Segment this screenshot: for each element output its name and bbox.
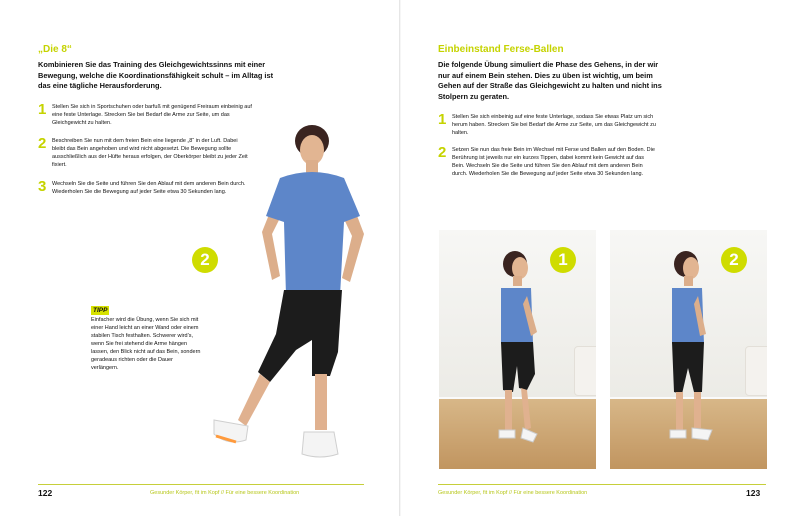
woman-side-view (487, 244, 557, 450)
chair (574, 346, 596, 396)
exercise-photo-1 (439, 230, 596, 469)
step-text: Wechseln Sie die Seite und führen Sie den Ablauf mit dem anderen Bein durch. Wiederholen Sie die Bewegung auf jeder Seite etwa 30 Sekunden lang. (52, 181, 246, 195)
step-2-badge: 2 (721, 247, 747, 273)
step-number: 2 (438, 144, 447, 161)
footer-rule (438, 484, 766, 485)
footer-rule (38, 484, 364, 485)
step-number: 3 (38, 178, 47, 195)
step-text: Beschreiben Sie nun mit dem freien Bein eine liegende „8“ in der Luft. Dabei bleibt das Bein angehoben und wird nicht abgesetzt. Die Bewegung sollte ausschließlich aus der Hüfte heraus erfolgen, der Oberkörper bleibt zu jeder Zeit fixiert. (52, 138, 248, 168)
step-text: Stellen Sie sich einbeinig auf eine feste Unterlage, sodass Sie etwas Platz um sich herum haben. Strecken Sie bei Bedarf die Arme zur Seite, um das Gleichgewicht zu halten. (452, 114, 656, 136)
tip-label: TIPP (93, 307, 108, 314)
woman-side-view (658, 244, 728, 450)
tip-text: Einfacher wird die Übung, wenn Sie sich mit einer Hand leicht an einer Wand oder einem stabilen Tisch festhalten. Schwerer wird’s, wenn Sie frei stehend die Arme hängen lassen, den Blick nicht auf das Bein, sondern geradeaus richten oder die Dauer verlängern. (91, 317, 201, 371)
step-number: 1 (438, 111, 447, 128)
intro-text: Kombinieren Sie das Training des Gleichgewichtssinns mit einer Bewegung, welche die Koordinationsfähigkeit schult – im Alltag ist das eine tägliche Herausforderung. (38, 60, 274, 90)
page-number: 122 (38, 488, 53, 498)
exercise-heading: „Die 8“ (38, 44, 72, 55)
chair (745, 346, 767, 396)
running-footer: Gesunder Körper, fit im Kopf // Für eine bessere Koordination (150, 490, 300, 496)
woman-one-leg-photo (200, 120, 390, 475)
step-number: 1 (38, 101, 47, 118)
exercise-heading: Einbeinstand Ferse-Ballen (438, 44, 564, 55)
right-page (400, 0, 800, 516)
step-2-badge: 2 (192, 247, 218, 273)
page-number: 123 (746, 488, 761, 498)
step-1-badge: 1 (550, 247, 576, 273)
exercise-photo-2 (610, 230, 767, 469)
running-footer: Gesunder Körper, fit im Kopf // Für eine bessere Koordination (438, 490, 588, 496)
step-1 (438, 113, 656, 137)
intro-text: Die folgende Übung simuliert die Phase des Gehens, in der wir nur auf einem Bein stehen. Dies zu üben ist wichtig, um beim Gehen auf der Straße das Gleichgewicht zu halten und nicht ins Stolpern zu geraten. (438, 60, 662, 101)
step-text: Stellen Sie sich in Sportschuhen oder barfuß mit genügend Freiraum einbeinig auf eine feste Unterlage. Strecken Sie bei Bedarf die Arme zur Seite, um das Gleichgewicht zu halten. (52, 104, 252, 126)
step-text: Setzen Sie nun das freie Bein im Wechsel mit Ferse und Ballen auf den Boden. Die Berührung ist jeweils nur ein kurzes Tippen, dabei kommt kein Gewicht auf das Bein. Wechseln Sie die Seite und führen Sie den Ablauf mit dem anderen Bein durch. Wiederholen Sie die Bewegung auf jeder Seite etwa 30 Sekunden lang. (452, 147, 655, 177)
step-number: 2 (38, 135, 47, 152)
step-2 (438, 146, 656, 178)
